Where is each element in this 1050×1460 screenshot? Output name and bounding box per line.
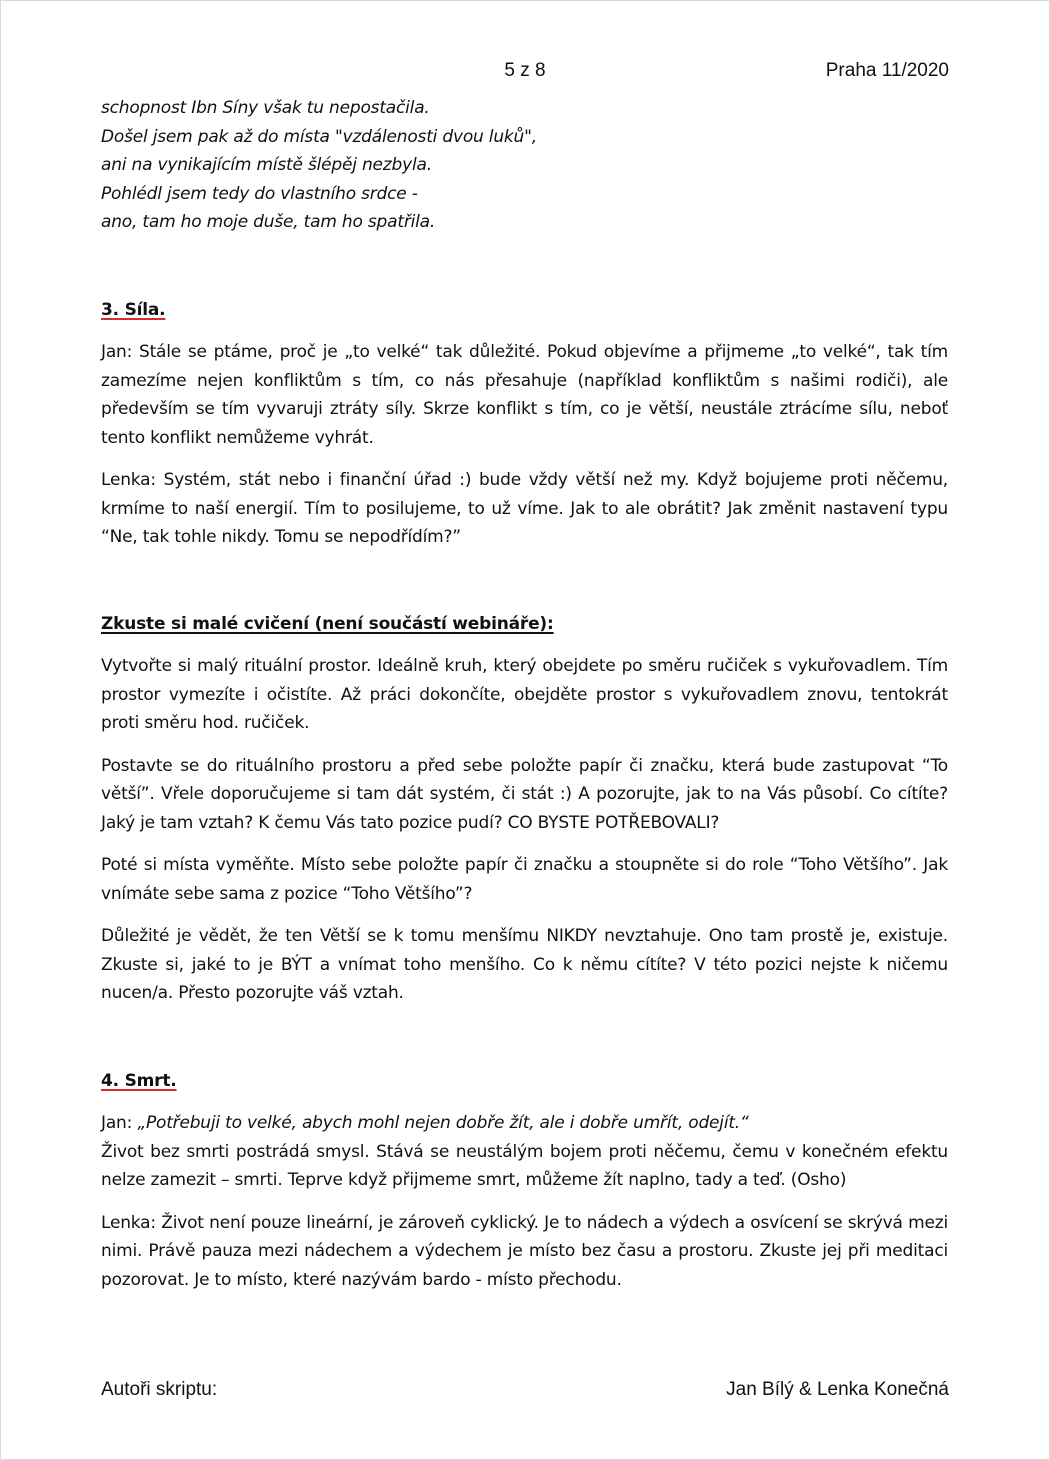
paragraph: Postavte se do rituálního prostoru a před sebe položte papír či značku, která bude zastupovat “To větší”. Vřele doporučujeme si tam dát systém, či stát :) A pozorujte, jak to na Vás působí. Co cítíte? Jaký je tam vztah? K čemu Vás tato pozice pudí? CO BYSTE POTŘEBOVALI? [101, 755, 948, 833]
paragraph-text: Život bez smrti postrádá smysl. Stává se neustálým bojem proti něčemu, čemu v konečném efektu nelze zamezit – smrti. Teprve když přijmeme smrt, můžeme žít naplno, tady a teď. (Osho) [101, 1141, 948, 1190]
paragraph: Lenka: Život není pouze lineární, je zároveň cyklický. Je to nádech a výdech a osvícení se skrývá mezi nimi. Právě pauza mezi nádechem a výdechem je místo bez času a prostoru. Zkuste jej při meditaci pozorovat. Je to místo, které nazývám bardo - místo přechodu. [101, 1212, 948, 1290]
paragraph-jan [101, 1109, 948, 1195]
authors-label: Autoři skriptu: [101, 1379, 218, 1400]
poem-line: Došel jsem pak až do místa "vzdálenosti dvou luků", [101, 126, 537, 147]
quote: „Potřebuji to velké, abych mohl nejen dobře žít, ale i dobře umřít, odejít.“ [137, 1113, 749, 1133]
poem [101, 94, 948, 237]
page-footer [0, 1379, 1050, 1405]
exercise-heading: Zkuste si malé cvičení (není součástí webináře): [101, 613, 554, 634]
authors-names: Jan Bílý & Lenka Konečná [726, 1379, 949, 1400]
paragraph: Vytvořte si malý rituální prostor. Ideálně kruh, který obejdete po směru ručiček s vykuřovadlem. Tím prostor vymezíte i očistíte. Až práci dokončíte, obejděte prostor s vykuřovadlem znovu, tentokrát proti směru hod. ručiček. [101, 656, 948, 733]
page-header [0, 60, 1050, 86]
paragraph: Poté si místa vyměňte. Místo sebe položte papír či značku a stoupněte si do role “Toho Většího”. Jak vnímáte sebe sama z pozice “Toho Většího”? [101, 855, 948, 904]
document-body [101, 94, 948, 1294]
page-number: 5 z 8 [504, 60, 546, 81]
paragraph: Důležité je vědět, že ten Větší se k tomu menšímu NIKDY nevztahuje. Ono tam prostě je, existuje. Zkuste si, jaké to je BÝT a vnímat toho menšího. Co k němu cítíte? V této pozici nejste k ničemu nucen/a. Přesto pozorujte váš vztah. [101, 926, 948, 1003]
poem-line: schopnost Ibn Síny však tu nepostačila. [101, 98, 430, 118]
poem-line: Pohlédl jsem tedy do vlastního srdce - [101, 183, 418, 204]
poem-line: ani na vynikajícím místě šlépěj nezbyla. [101, 155, 432, 175]
paragraph: Jan: Stále se ptáme, proč je „to velké“ tak důležité. Pokud objevíme a přijmeme „to velké“, tak tím zamezíme nejen konfliktům s tím, co nás přesahuje (například konfliktům s našimi rodiči), ale především se tím vyvaruji ztráty síly. Skrze konflikt s tím, co je větší, neustále ztrácíme sílu, neboť tento konflikt nemůžeme vyhrát. [101, 342, 948, 448]
section-heading-smrt: 4. Smrt. [101, 1070, 177, 1091]
section-heading-sila: 3. Síla. [101, 299, 166, 320]
paragraph: Lenka: Systém, stát nebo i finanční úřad :) bude vždy větší než my. Když bojujeme proti něčemu, krmíme to naší energií. Tím to posilujeme, to už víme. Jak to ale obrátit? Jak změnit nastavení typu “Ne, tak tohle nikdy. Tomu se nepodřídím?” [101, 470, 948, 547]
poem-line: ano, tam ho moje duše, tam ho spatřila. [101, 212, 436, 232]
speaker-label: Jan: [101, 1113, 138, 1133]
place-date: Praha 11/2020 [825, 60, 949, 81]
